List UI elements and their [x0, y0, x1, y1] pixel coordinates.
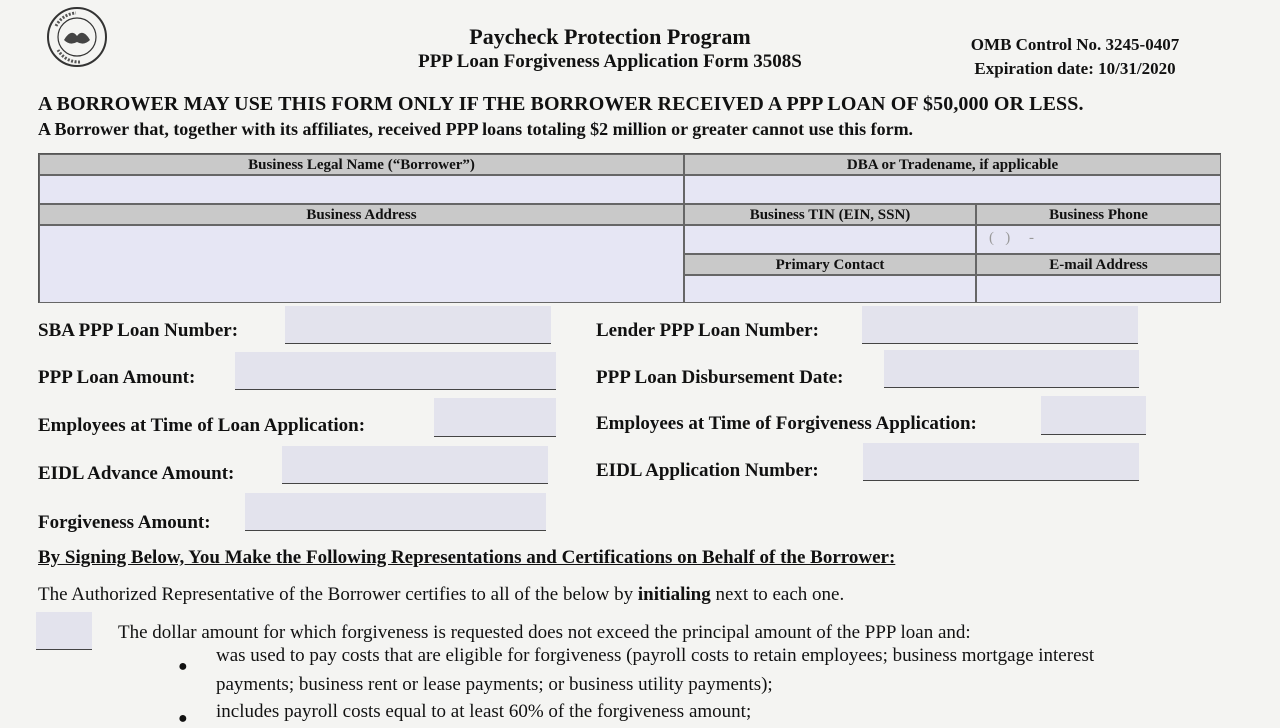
borrower-info-table	[38, 153, 1221, 303]
lender-loan-number-input[interactable]	[862, 306, 1138, 344]
eidl-advance-label: EIDL Advance Amount:	[38, 463, 235, 484]
omb-block	[930, 33, 1220, 81]
certification-intro	[38, 584, 844, 606]
loan-amount-input[interactable]	[235, 352, 556, 390]
eidl-advance-input[interactable]	[282, 446, 548, 484]
business-address-input[interactable]	[39, 225, 684, 303]
form-subtitle: PPP Loan Forgiveness Application Form 3508S	[418, 51, 802, 72]
forgiveness-amount-label: Forgiveness Amount:	[38, 512, 211, 533]
dba-label: DBA or Tradename, if applicable	[684, 154, 1221, 175]
sba-loan-number-label: SBA PPP Loan Number:	[38, 320, 239, 341]
disbursement-date-input[interactable]	[884, 350, 1139, 388]
employees-forgiveness-app-label: Employees at Time of Forgiveness Application:	[596, 413, 977, 434]
sba-seal-logo	[46, 6, 108, 68]
dba-input[interactable]	[684, 175, 1221, 204]
loan-amount-label: PPP Loan Amount:	[38, 367, 196, 388]
eligibility-warning: A BORROWER MAY USE THIS FORM ONLY IF THE BORROWER RECEIVED A PPP LOAN OF $50,000 OR LESS.	[38, 93, 1084, 115]
certification-heading: By Signing Below, You Make the Following Representations and Certifications on Behalf of the Borrower:	[38, 547, 896, 568]
form-title-block	[330, 24, 890, 74]
lender-loan-number-label: Lender PPP Loan Number:	[596, 320, 819, 341]
bullet-text-1-cont: payments; business rent or lease payments; or business utility payments);	[216, 674, 773, 695]
sba-loan-number-input[interactable]	[285, 306, 551, 344]
intro-before: The Authorized Representative of the Borrower certifies to all of the below by	[38, 584, 638, 605]
bullet-text-1: was used to pay costs that are eligible for forgiveness (payroll costs to retain employees; business mortgage interest	[216, 645, 1095, 666]
employees-loan-app-input[interactable]	[434, 398, 556, 437]
intro-initialing: initialing	[637, 584, 711, 605]
eidl-app-number-label: EIDL Application Number:	[596, 460, 819, 481]
business-phone-input[interactable]: ( ) -	[976, 225, 1221, 254]
initial-input-item1[interactable]	[36, 612, 92, 650]
business-legal-name-input[interactable]	[39, 175, 684, 204]
primary-contact-input[interactable]	[684, 275, 976, 303]
bullet-icon: ●	[178, 658, 188, 675]
certification-item-1: The dollar amount for which forgiveness is requested does not exceed the principal amount of the PPP loan and:	[118, 622, 971, 643]
employees-forgiveness-app-input[interactable]	[1041, 396, 1146, 435]
business-legal-name-label: Business Legal Name (“Borrower”)	[39, 154, 684, 175]
expiration-date: Expiration date: 10/31/2020	[974, 59, 1176, 78]
omb-control-number: OMB Control No. 3245-0407	[970, 35, 1180, 54]
business-tin-input[interactable]	[684, 225, 976, 254]
bullet-text-2: includes payroll costs equal to at least 60% of the forgiveness amount;	[216, 701, 752, 722]
program-title: Paycheck Protection Program	[469, 24, 751, 49]
primary-contact-label: Primary Contact	[684, 254, 976, 275]
email-input[interactable]	[976, 275, 1221, 303]
employees-loan-app-label: Employees at Time of Loan Application:	[38, 415, 366, 436]
intro-after: next to each one.	[710, 584, 845, 605]
disbursement-date-label: PPP Loan Disbursement Date:	[596, 367, 844, 388]
eidl-app-number-input[interactable]	[863, 443, 1139, 481]
business-tin-label: Business TIN (EIN, SSN)	[684, 204, 976, 225]
forgiveness-amount-input[interactable]	[245, 493, 546, 531]
affiliate-warning: A Borrower that, together with its affiliates, received PPP loans totaling $2 million or greater cannot use this form.	[38, 119, 914, 139]
bullet-icon: ●	[178, 710, 188, 727]
email-label: E-mail Address	[976, 254, 1221, 275]
business-phone-label: Business Phone	[976, 204, 1221, 225]
business-address-label: Business Address	[39, 204, 684, 225]
